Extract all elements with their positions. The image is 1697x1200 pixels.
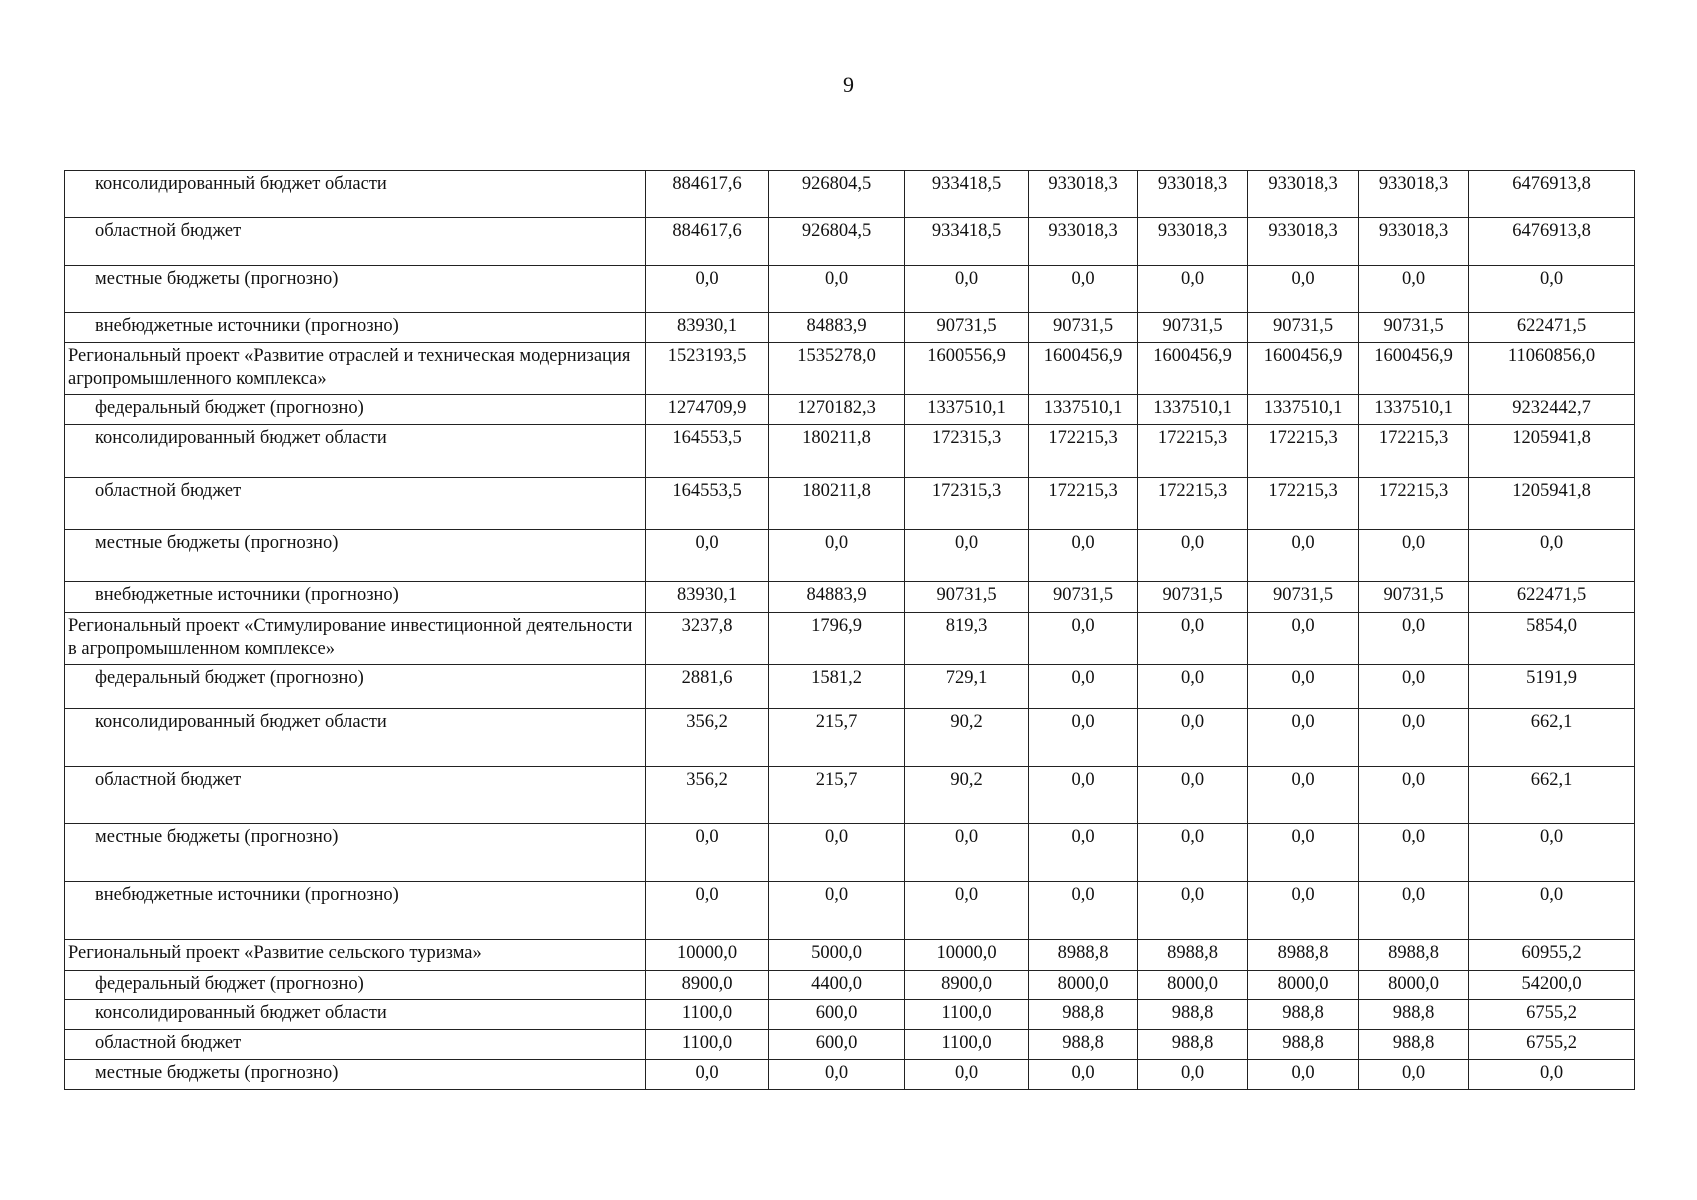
table-row bbox=[65, 478, 1635, 530]
value-cell: 1337510,1 bbox=[905, 395, 1029, 425]
row-label: федеральный бюджет (прогнозно) bbox=[65, 395, 646, 425]
value-cell: 0,0 bbox=[905, 530, 1029, 582]
value-cell: 0,0 bbox=[646, 824, 769, 882]
value-cell: 0,0 bbox=[769, 266, 905, 313]
value-cell: 1270182,3 bbox=[769, 395, 905, 425]
total-cell: 622471,5 bbox=[1469, 313, 1635, 343]
row-label: внебюджетные источники (прогнозно) bbox=[65, 882, 646, 940]
value-cell: 933018,3 bbox=[1248, 171, 1359, 218]
value-cell: 988,8 bbox=[1359, 1030, 1469, 1060]
value-cell: 10000,0 bbox=[905, 940, 1029, 971]
value-cell: 884617,6 bbox=[646, 171, 769, 218]
value-cell: 172215,3 bbox=[1138, 425, 1248, 478]
table-row bbox=[65, 767, 1635, 824]
value-cell: 215,7 bbox=[769, 767, 905, 824]
value-cell: 1600556,9 bbox=[905, 343, 1029, 395]
value-cell: 0,0 bbox=[1138, 709, 1248, 767]
value-cell: 0,0 bbox=[1248, 266, 1359, 313]
value-cell: 0,0 bbox=[1138, 882, 1248, 940]
value-cell: 933018,3 bbox=[1248, 218, 1359, 266]
value-cell: 0,0 bbox=[1359, 824, 1469, 882]
value-cell: 0,0 bbox=[1138, 767, 1248, 824]
value-cell: 926804,5 bbox=[769, 218, 905, 266]
value-cell: 90731,5 bbox=[1248, 313, 1359, 343]
value-cell: 164553,5 bbox=[646, 478, 769, 530]
value-cell: 180211,8 bbox=[769, 478, 905, 530]
value-cell: 0,0 bbox=[646, 530, 769, 582]
value-cell: 0,0 bbox=[1029, 613, 1138, 665]
project-row bbox=[65, 940, 1635, 971]
value-cell: 90731,5 bbox=[1248, 582, 1359, 613]
value-cell: 90731,5 bbox=[1029, 582, 1138, 613]
value-cell: 0,0 bbox=[1029, 665, 1138, 709]
value-cell: 8988,8 bbox=[1248, 940, 1359, 971]
table-row bbox=[65, 971, 1635, 1000]
value-cell: 933018,3 bbox=[1029, 218, 1138, 266]
value-cell: 0,0 bbox=[1029, 1060, 1138, 1090]
value-cell: 0,0 bbox=[905, 882, 1029, 940]
row-label: местные бюджеты (прогнозно) bbox=[65, 266, 646, 313]
total-cell: 0,0 bbox=[1469, 1060, 1635, 1090]
value-cell: 90,2 bbox=[905, 767, 1029, 824]
row-label: консолидированный бюджет области bbox=[65, 171, 646, 218]
value-cell: 988,8 bbox=[1138, 1000, 1248, 1030]
value-cell: 1600456,9 bbox=[1138, 343, 1248, 395]
row-label: областной бюджет bbox=[65, 767, 646, 824]
table-row bbox=[65, 1060, 1635, 1090]
value-cell: 0,0 bbox=[769, 530, 905, 582]
value-cell: 0,0 bbox=[905, 824, 1029, 882]
value-cell: 0,0 bbox=[905, 1060, 1029, 1090]
table-row bbox=[65, 171, 1635, 218]
row-label: внебюджетные источники (прогнозно) bbox=[65, 313, 646, 343]
value-cell: 884617,6 bbox=[646, 218, 769, 266]
total-cell: 54200,0 bbox=[1469, 971, 1635, 1000]
table-row bbox=[65, 1000, 1635, 1030]
value-cell: 1535278,0 bbox=[769, 343, 905, 395]
row-label: местные бюджеты (прогнозно) bbox=[65, 530, 646, 582]
value-cell: 164553,5 bbox=[646, 425, 769, 478]
value-cell: 0,0 bbox=[1029, 882, 1138, 940]
value-cell: 0,0 bbox=[1248, 613, 1359, 665]
value-cell: 0,0 bbox=[1029, 530, 1138, 582]
table-row bbox=[65, 824, 1635, 882]
value-cell: 8900,0 bbox=[646, 971, 769, 1000]
value-cell: 90731,5 bbox=[1138, 582, 1248, 613]
value-cell: 600,0 bbox=[769, 1000, 905, 1030]
value-cell: 1796,9 bbox=[769, 613, 905, 665]
row-label: консолидированный бюджет области bbox=[65, 425, 646, 478]
value-cell: 933018,3 bbox=[1029, 171, 1138, 218]
value-cell: 8900,0 bbox=[905, 971, 1029, 1000]
value-cell: 0,0 bbox=[1248, 530, 1359, 582]
table-row bbox=[65, 882, 1635, 940]
total-cell: 5191,9 bbox=[1469, 665, 1635, 709]
value-cell: 0,0 bbox=[646, 882, 769, 940]
value-cell: 0,0 bbox=[1138, 1060, 1248, 1090]
value-cell: 0,0 bbox=[1359, 266, 1469, 313]
value-cell: 172215,3 bbox=[1029, 425, 1138, 478]
value-cell: 1600456,9 bbox=[1248, 343, 1359, 395]
value-cell: 0,0 bbox=[1029, 767, 1138, 824]
page-number: 9 bbox=[843, 72, 854, 97]
row-label: местные бюджеты (прогнозно) bbox=[65, 824, 646, 882]
value-cell: 215,7 bbox=[769, 709, 905, 767]
value-cell: 988,8 bbox=[1029, 1030, 1138, 1060]
table-row bbox=[65, 530, 1635, 582]
value-cell: 90731,5 bbox=[1138, 313, 1248, 343]
value-cell: 0,0 bbox=[1359, 1060, 1469, 1090]
value-cell: 1100,0 bbox=[646, 1000, 769, 1030]
table-row bbox=[65, 395, 1635, 425]
value-cell: 0,0 bbox=[1359, 613, 1469, 665]
value-cell: 0,0 bbox=[1248, 1060, 1359, 1090]
value-cell: 1600456,9 bbox=[1029, 343, 1138, 395]
value-cell: 819,3 bbox=[905, 613, 1029, 665]
value-cell: 90731,5 bbox=[1029, 313, 1138, 343]
table-row bbox=[65, 1030, 1635, 1060]
table-row bbox=[65, 425, 1635, 478]
value-cell: 172215,3 bbox=[1248, 425, 1359, 478]
value-cell: 0,0 bbox=[1029, 266, 1138, 313]
value-cell: 600,0 bbox=[769, 1030, 905, 1060]
value-cell: 356,2 bbox=[646, 709, 769, 767]
table-row bbox=[65, 665, 1635, 709]
value-cell: 933018,3 bbox=[1359, 218, 1469, 266]
value-cell: 8988,8 bbox=[1359, 940, 1469, 971]
total-cell: 6755,2 bbox=[1469, 1030, 1635, 1060]
total-cell: 0,0 bbox=[1469, 266, 1635, 313]
total-cell: 1205941,8 bbox=[1469, 425, 1635, 478]
value-cell: 729,1 bbox=[905, 665, 1029, 709]
value-cell: 172215,3 bbox=[1359, 425, 1469, 478]
value-cell: 83930,1 bbox=[646, 313, 769, 343]
value-cell: 8000,0 bbox=[1359, 971, 1469, 1000]
value-cell: 90731,5 bbox=[905, 313, 1029, 343]
value-cell: 1100,0 bbox=[646, 1030, 769, 1060]
value-cell: 90731,5 bbox=[1359, 313, 1469, 343]
value-cell: 0,0 bbox=[1138, 266, 1248, 313]
value-cell: 988,8 bbox=[1029, 1000, 1138, 1030]
value-cell: 1274709,9 bbox=[646, 395, 769, 425]
value-cell: 1337510,1 bbox=[1359, 395, 1469, 425]
project-row bbox=[65, 613, 1635, 665]
value-cell: 933418,5 bbox=[905, 171, 1029, 218]
value-cell: 1337510,1 bbox=[1029, 395, 1138, 425]
value-cell: 180211,8 bbox=[769, 425, 905, 478]
row-label: областной бюджет bbox=[65, 1030, 646, 1060]
value-cell: 83930,1 bbox=[646, 582, 769, 613]
value-cell: 933018,3 bbox=[1138, 171, 1248, 218]
total-cell: 11060856,0 bbox=[1469, 343, 1635, 395]
value-cell: 356,2 bbox=[646, 767, 769, 824]
value-cell: 1100,0 bbox=[905, 1000, 1029, 1030]
value-cell: 0,0 bbox=[1359, 709, 1469, 767]
value-cell: 0,0 bbox=[769, 824, 905, 882]
value-cell: 1337510,1 bbox=[1138, 395, 1248, 425]
project-label: Региональный проект «Развитие сельского туризма» bbox=[65, 940, 646, 971]
row-label: консолидированный бюджет области bbox=[65, 709, 646, 767]
total-cell: 1205941,8 bbox=[1469, 478, 1635, 530]
total-cell: 6476913,8 bbox=[1469, 218, 1635, 266]
total-cell: 662,1 bbox=[1469, 767, 1635, 824]
total-cell: 5854,0 bbox=[1469, 613, 1635, 665]
value-cell: 0,0 bbox=[1248, 882, 1359, 940]
value-cell: 0,0 bbox=[1138, 613, 1248, 665]
table-row bbox=[65, 709, 1635, 767]
value-cell: 84883,9 bbox=[769, 313, 905, 343]
budget-table-body bbox=[65, 171, 1635, 1090]
table-row bbox=[65, 313, 1635, 343]
row-label: местные бюджеты (прогнозно) bbox=[65, 1060, 646, 1090]
value-cell: 0,0 bbox=[1248, 824, 1359, 882]
total-cell: 662,1 bbox=[1469, 709, 1635, 767]
value-cell: 0,0 bbox=[905, 266, 1029, 313]
value-cell: 1600456,9 bbox=[1359, 343, 1469, 395]
row-label: областной бюджет bbox=[65, 478, 646, 530]
value-cell: 0,0 bbox=[1359, 665, 1469, 709]
value-cell: 0,0 bbox=[646, 266, 769, 313]
value-cell: 0,0 bbox=[1138, 824, 1248, 882]
row-label: федеральный бюджет (прогнозно) bbox=[65, 971, 646, 1000]
value-cell: 172315,3 bbox=[905, 478, 1029, 530]
value-cell: 90,2 bbox=[905, 709, 1029, 767]
total-cell: 6476913,8 bbox=[1469, 171, 1635, 218]
value-cell: 8000,0 bbox=[1138, 971, 1248, 1000]
value-cell: 1337510,1 bbox=[1248, 395, 1359, 425]
total-cell: 9232442,7 bbox=[1469, 395, 1635, 425]
value-cell: 8000,0 bbox=[1248, 971, 1359, 1000]
total-cell: 622471,5 bbox=[1469, 582, 1635, 613]
value-cell: 0,0 bbox=[769, 1060, 905, 1090]
value-cell: 172215,3 bbox=[1029, 478, 1138, 530]
value-cell: 988,8 bbox=[1248, 1000, 1359, 1030]
budget-table bbox=[64, 170, 1635, 1090]
total-cell: 0,0 bbox=[1469, 824, 1635, 882]
value-cell: 0,0 bbox=[769, 882, 905, 940]
total-cell: 0,0 bbox=[1469, 530, 1635, 582]
row-label: областной бюджет bbox=[65, 218, 646, 266]
table-row bbox=[65, 582, 1635, 613]
value-cell: 10000,0 bbox=[646, 940, 769, 971]
value-cell: 172215,3 bbox=[1248, 478, 1359, 530]
total-cell: 0,0 bbox=[1469, 882, 1635, 940]
value-cell: 0,0 bbox=[1359, 530, 1469, 582]
value-cell: 8988,8 bbox=[1138, 940, 1248, 971]
value-cell: 0,0 bbox=[1359, 882, 1469, 940]
project-label: Региональный проект «Развитие отраслей и техническая модернизация агропромышленного комплекса» bbox=[65, 343, 646, 395]
value-cell: 0,0 bbox=[646, 1060, 769, 1090]
value-cell: 172215,3 bbox=[1359, 478, 1469, 530]
value-cell: 1523193,5 bbox=[646, 343, 769, 395]
value-cell: 172315,3 bbox=[905, 425, 1029, 478]
value-cell: 926804,5 bbox=[769, 171, 905, 218]
value-cell: 8000,0 bbox=[1029, 971, 1138, 1000]
value-cell: 0,0 bbox=[1359, 767, 1469, 824]
table-row bbox=[65, 218, 1635, 266]
row-label: федеральный бюджет (прогнозно) bbox=[65, 665, 646, 709]
value-cell: 5000,0 bbox=[769, 940, 905, 971]
total-cell: 60955,2 bbox=[1469, 940, 1635, 971]
value-cell: 172215,3 bbox=[1138, 478, 1248, 530]
value-cell: 4400,0 bbox=[769, 971, 905, 1000]
value-cell: 0,0 bbox=[1138, 665, 1248, 709]
project-label: Региональный проект «Стимулирование инвестиционной деятельности в агропромышленном комплексе» bbox=[65, 613, 646, 665]
value-cell: 933018,3 bbox=[1138, 218, 1248, 266]
row-label: консолидированный бюджет области bbox=[65, 1000, 646, 1030]
value-cell: 3237,8 bbox=[646, 613, 769, 665]
value-cell: 0,0 bbox=[1248, 767, 1359, 824]
total-cell: 6755,2 bbox=[1469, 1000, 1635, 1030]
value-cell: 933418,5 bbox=[905, 218, 1029, 266]
table-row bbox=[65, 266, 1635, 313]
value-cell: 0,0 bbox=[1138, 530, 1248, 582]
value-cell: 84883,9 bbox=[769, 582, 905, 613]
value-cell: 1100,0 bbox=[905, 1030, 1029, 1060]
value-cell: 988,8 bbox=[1359, 1000, 1469, 1030]
value-cell: 90731,5 bbox=[905, 582, 1029, 613]
value-cell: 0,0 bbox=[1029, 824, 1138, 882]
project-row bbox=[65, 343, 1635, 395]
row-label: внебюджетные источники (прогнозно) bbox=[65, 582, 646, 613]
value-cell: 0,0 bbox=[1029, 709, 1138, 767]
value-cell: 0,0 bbox=[1248, 709, 1359, 767]
value-cell: 988,8 bbox=[1248, 1030, 1359, 1060]
value-cell: 2881,6 bbox=[646, 665, 769, 709]
value-cell: 90731,5 bbox=[1359, 582, 1469, 613]
value-cell: 933018,3 bbox=[1359, 171, 1469, 218]
value-cell: 1581,2 bbox=[769, 665, 905, 709]
value-cell: 0,0 bbox=[1248, 665, 1359, 709]
value-cell: 988,8 bbox=[1138, 1030, 1248, 1060]
value-cell: 8988,8 bbox=[1029, 940, 1138, 971]
